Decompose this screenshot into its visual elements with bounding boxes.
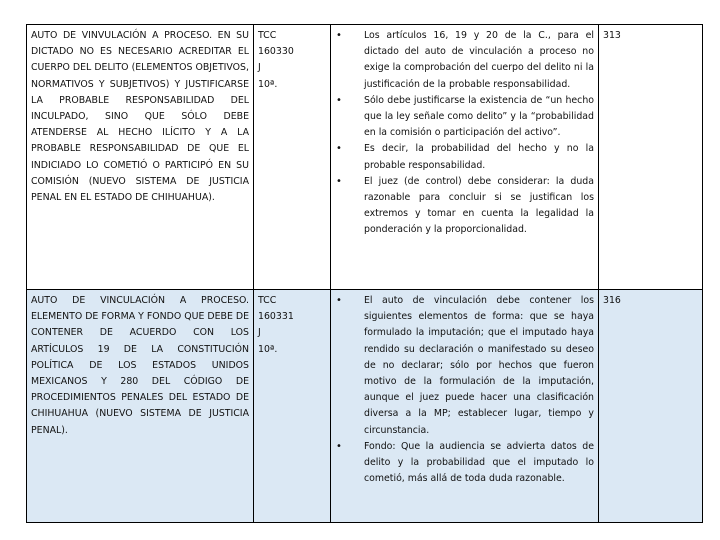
bullet-icon: •	[336, 94, 342, 106]
bullet-icon: •	[336, 295, 342, 306]
summary-cell	[331, 25, 599, 290]
registry-number: 160331	[258, 311, 294, 323]
page-number: 313	[599, 25, 703, 290]
court-type: TCC	[258, 295, 277, 306]
bullet-icon: •	[336, 30, 342, 41]
court-type: TCC	[258, 30, 277, 41]
summary-list	[335, 28, 594, 239]
list-item: • Es decir, la probabilidad del hecho y no la probable responsabilidad.	[336, 143, 594, 171]
epoch: 10ª.	[258, 78, 278, 90]
bullet-icon: •	[336, 143, 342, 155]
thesis-title: AUTO DE VINVULACIÓN A PROCESO. EN SU DICTADO NO ES NECESARIO ACREDITAR EL CUERPO DEL DELITO (ELEMENTOS OBJETIVOS, NORMATIVOS Y SUBJETIVOS) Y JUSTIFICARSE LA PROBABLE RESPONSABILIDAD DEL INCULPADO, SINO QUE SÓLO DEBE ATENDERSE AL HECHO ILÍCITO Y A LA PROBABLE RESPONSABILIDAD DE QUE EL INDICIADO LO COMETIÓ O PARTICIPÓ EN SU COMISIÓN (NUEVO SISTEMA DE JUSTICIA PENAL EN EL ESTADO DE CHIHUAHUA).	[27, 25, 254, 290]
registry-number: 160330	[258, 46, 294, 58]
list-item: • Los artículos 16, 19 y 20 de la C., para el dictado del auto de vinculación a proceso no exige la comprobación del cuerpo del delito ni la justificación de la probable responsabilidad.	[336, 30, 594, 90]
thesis-kind: J	[258, 327, 261, 339]
list-item: • El juez (de control) debe considerar: la duda razonable para concluir si se justifican los extremos y tomar en cuenta la legalidad la ponderación y la proporcionalidad.	[336, 175, 594, 236]
thesis-title: AUTO DE VINCULACIÓN A PROCESO. ELEMENTO DE FORMA Y FONDO QUE DEBE DE CONTENER DE ACUERDO CON LOS ARTÍCULOS 19 DE LA CONSTITUCIÓN POLÍTICA DE LOS ESTADOS UNIDOS MEXICANOS Y 280 DEL CÓDIGO DE PROCEDIMIENTOS PENALES DEL ESTADO DE CHIHUAHUA (NUEVO SISTEMA DE JUSTICIA PENAL).	[27, 290, 254, 523]
list-item: • Fondo: Que la audiencia se advierta datos de delito y la probabilidad que el imputado lo cometió, más allá de toda duda razonable.	[336, 440, 594, 485]
table-row	[27, 290, 703, 523]
thesis-reference	[254, 290, 331, 523]
summary-list	[335, 293, 594, 487]
list-item: • El auto de vinculación debe contener los siguientes elementos de forma: que se haya formulado la imputación; que el imputado haya rendido su declaración o manifestado su deseo de no declarar; sólo por hechos que fueron motivo de la formulación de la imputación, aunque el juez puede hacer una clasificación diversa a la MP; establecer lugar, tiempo y circunstancia.	[336, 295, 594, 436]
thesis-reference	[254, 25, 331, 290]
jurisprudence-table	[26, 24, 703, 523]
bullet-icon: •	[336, 440, 342, 452]
page-number: 316	[599, 290, 703, 523]
epoch: 10ª.	[258, 343, 278, 355]
list-item: • Sólo debe justificarse la existencia de “un hecho que la ley señale como delito” y la “probabilidad en la comisión o participación del activo”.	[336, 94, 594, 139]
table-row	[27, 25, 703, 290]
bullet-icon: •	[336, 175, 342, 187]
summary-cell	[331, 290, 599, 523]
thesis-kind: J	[258, 62, 261, 74]
